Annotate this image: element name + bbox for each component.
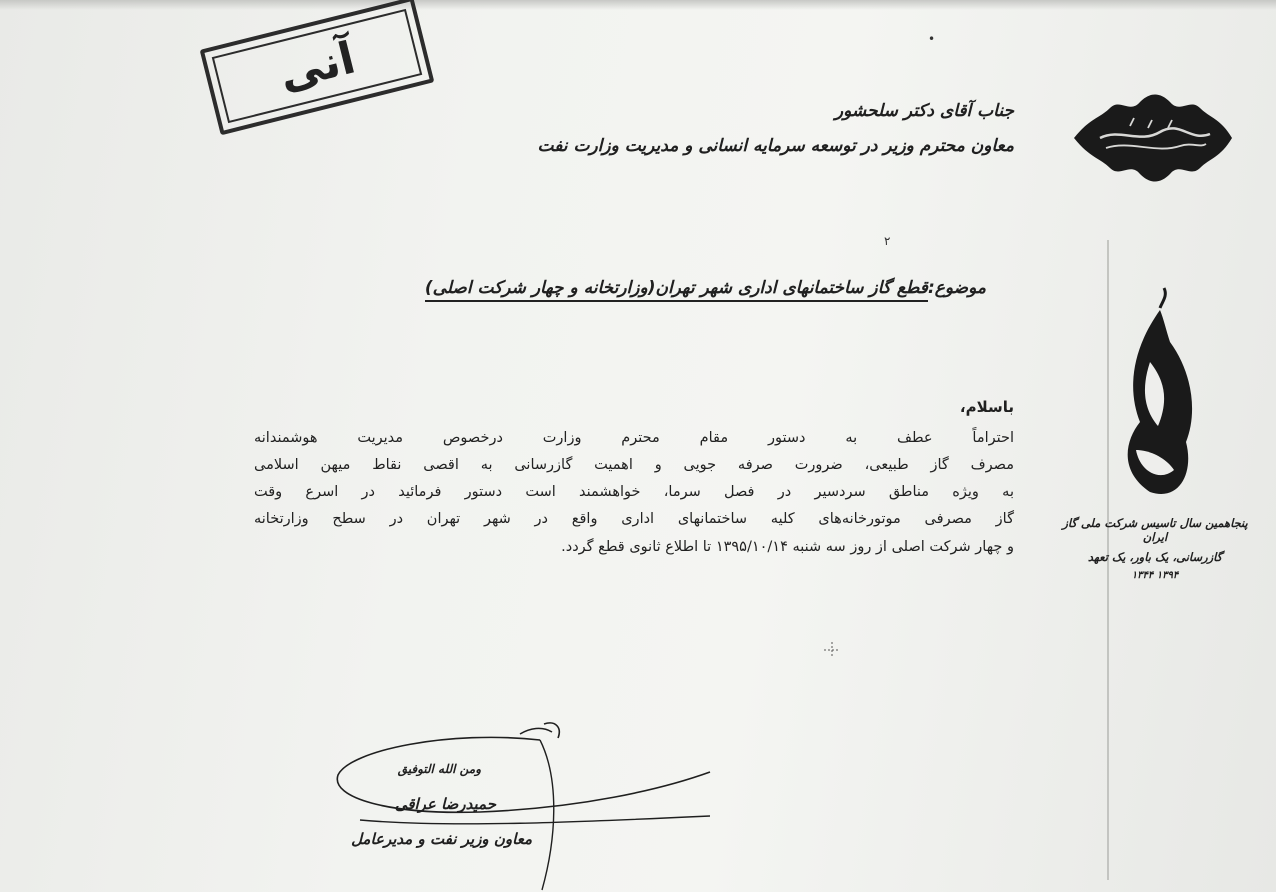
urgent-stamp-frame [212,9,423,123]
subject-text: قطع گاز ساختمانهای اداری شهر تهران(وزارتخانه و چهار شرکت اصلی) [425,278,928,302]
body-line: احتراماً عطف به دستور مقام محترم وزارت درخصوص مدیریت هوشمندانه [254,430,1014,446]
body-line: به ویژه مناطق سردسیر در فصل سرما، خواهشمند است دستور فرمائید در اسرع وقت [254,484,1014,500]
flame-logo [1110,282,1200,502]
scan-mark-mid: ۲ [884,234,891,248]
signature-scribble [330,720,730,892]
signatory-title: معاون وزیر نفت و مدیرعامل [351,830,532,848]
scan-edge [0,0,1276,10]
greeting: باسلام، [959,398,1014,416]
subject-label: موضوع: [927,278,986,298]
closing-phrase: ومن الله التوفیق [397,762,481,776]
crosshair-mark [822,640,842,660]
recipient-title: معاون محترم وزیر در توسعه سرمایه انسانی و مدیریت وزارت نفت [537,136,1014,156]
anniversary-caption [1060,516,1250,581]
anniversary-years: ۱۳۹۴ ۱۳۴۴ [1131,570,1179,581]
scan-mark: • [928,32,936,46]
recipient-name: جناب آقای دکتر سلحشور [834,101,1014,121]
subject-line [425,278,986,298]
signatory-name: حمیدرضا عراقی [394,795,496,813]
body-line: مصرف گاز طبیعی، ضرورت صرفه جویی و اهمیت گازرسانی به اقصی نقاط میهن اسلامی [254,457,1014,473]
anniversary-slogan: گازرسانی، یک باور، یک تعهد [1087,550,1223,564]
urgent-stamp [200,0,435,135]
body-line: و چهار شرکت اصلی از روز سه شنبه ۱۳۹۵/۱۰/۱۴ تا اطلاع ثانوی قطع گردد. [561,539,1014,555]
calligraphy-emblem [1060,88,1246,188]
anniversary-line: پنجاهمین سال تاسیس شرکت ملی گاز ایران [1062,516,1248,544]
urgent-stamp-text: آنی [273,32,361,100]
body-line: گاز مصرفی موتورخانه‌های کلیه ساختمانهای اداری واقع در شهر تهران در سطح وزارتخانه [254,511,1014,527]
